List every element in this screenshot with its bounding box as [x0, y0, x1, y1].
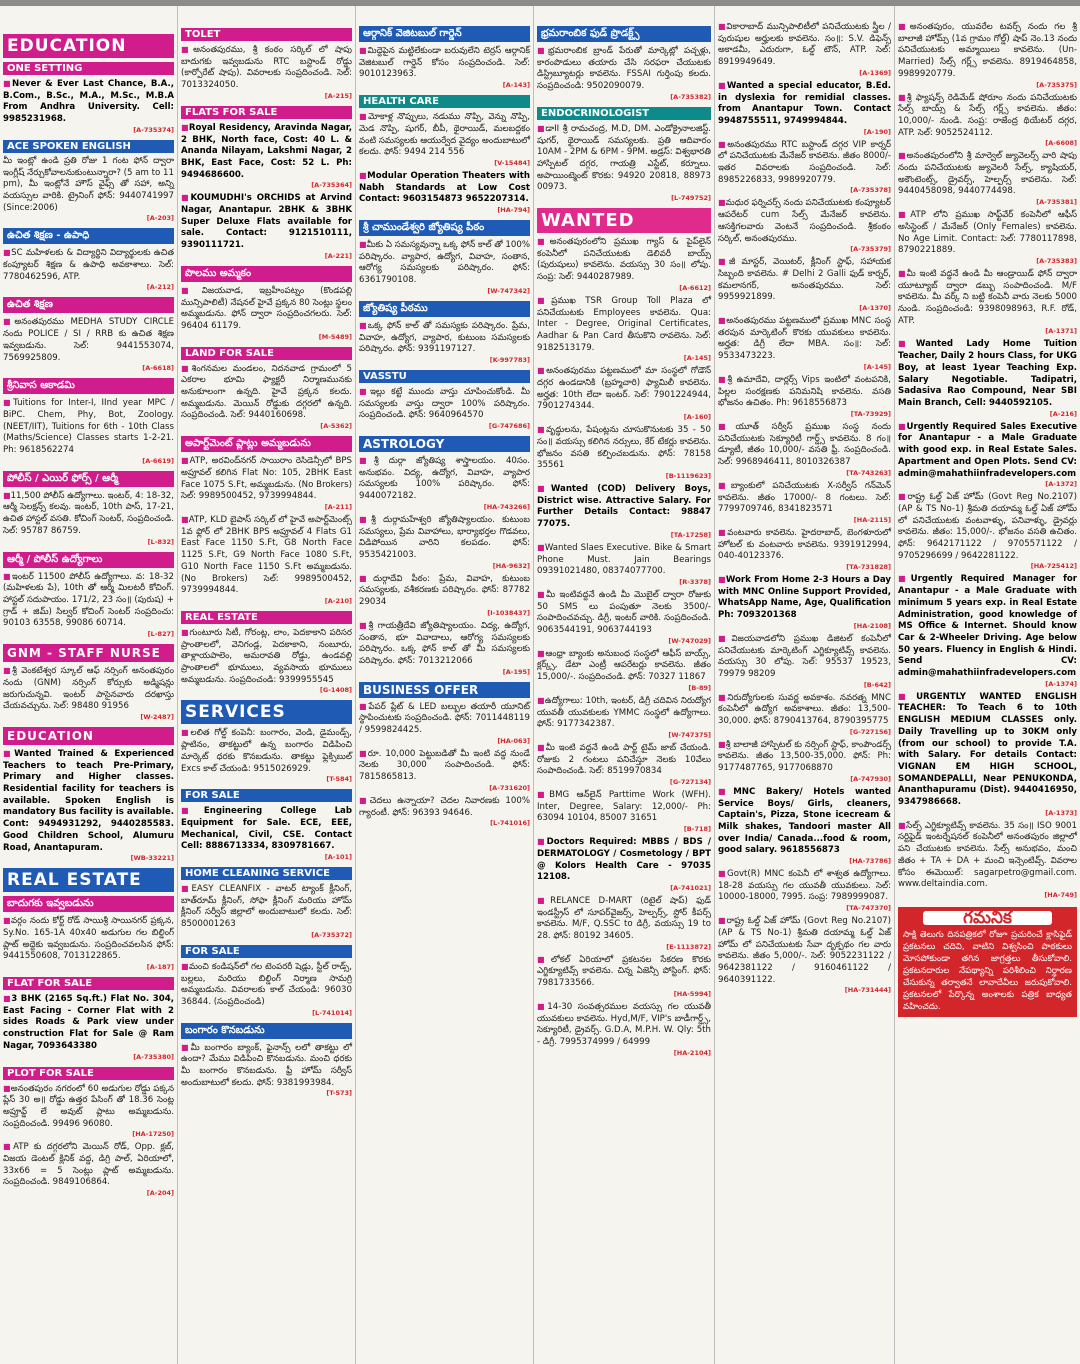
classified-ad: ■మీ ఇంటి వద్దనే ఉండి మీ ఆండ్రాయిడ్ ఫోన్ ద్వారా యూట్యూబ్ ద్వారా డబ్బు సంపాదించండి. M/F కావలెను. మీ వర్క్ ని బట్టి కంపెనీ వారు నెలకు 5000 నుండి. సంప్రదించండి: 9398098963, R.F. రోడ్, ATP. [A-1371] — [898, 268, 1077, 336]
section-header: బంగారం కొనబడును — [181, 1023, 352, 1039]
classified-ad: ■విజయవాడ, ఇబ్రహీంపట్నం (కొండపల్లి మున్సిపాలిటీ) నేషనల్ హైవే ప్రక్కన 80 సెంట్లు స్థలం అమ్మబడును. ఫోన్ ద్వారా సంప్రదించగలరు. సెల్: 96404 61179. [M-5489] — [181, 285, 352, 341]
classified-ad: ■Wanted Slaes Executive. Bike & Smart Phone Must. Jain Bearings 09391021480, 08374077700. [R-3378] — [537, 542, 712, 586]
classified-ad: ■విజయవాడలోని ప్రముఖ డిజిటల్ కంపెనీలో పనిచేయుటకు మార్కెటింగ్ ఎగ్జిక్యూటివ్స్ కావలెను. వయస్సు 30 లోపు. సెల్: 95537 19523, 79979 98209 [B-642] — [718, 633, 892, 689]
section-astrology: ASTROLOGY — [359, 436, 530, 452]
classified-ad: ■బ్యాంకులో పనిచేయుటకు X-సర్వీస్ గన్‌మెన్ కావలెను. జీతం 17000/- 8 గంటలు. సెల్: 7799709746, 8341823571 [HA-2115] — [718, 480, 891, 524]
classified-ad: ■అనంతపురంలోని శ్రీ మార్వెల్ జ్యువెలర్స్ వారి షాపు నందు పనిచేయుటకు జ్యువెలరీ సేల్స్, క్యాషియర్, అకౌంటెంట్స్, డ్రైవర్స్, హెల్పర్స్ కావలెను. సెల్: 9440458098, 9440774498. [A-735381] — [898, 151, 1078, 207]
classified-ad: ■Modular Operation Theaters with Nabh Standards at Low Cost Contact: 9603154873 9652207314. [HA-794] — [359, 170, 531, 215]
section-header: పోలీస్ / ఎయిర్ ఫోర్స్ / ఆర్మీ — [3, 471, 174, 487]
classified-ad: ■EASY CLEANFIX - వాటర్ ట్యాంక్ క్లీనింగ్, బాత్‌రూమ్ క్లీనింగ్, సోఫా క్లీనింగ్ మరియు హోమ్ క్లీనింగ్ సర్వీస్ జిల్లాలో అందుబాటులో కలదు. సెల్: 8500001263 [A-735372] — [181, 884, 352, 939]
classified-ad: ■అనంతపురము, శ్రీ కంఠం సర్కిల్ లో షాపు బాదుగకు ఇవ్వబడును RTC బస్టాండ్ రోడ్డు (కార్పోరేట్ షాపు). వివరాలకు సంప్రదించండి. సెల్: 7013324050. [A-215] — [181, 45, 352, 100]
classified-ad: ■వంటవారు కావలెను. హైదరాబాద్, బెంగళూరులో హోటల్ కు వంటవారు కావలెను. 9391912994, 040-40123376. [TA-731828] — [718, 527, 891, 572]
section-ace-spoken-english: ACE SPOKEN ENGLISH — [3, 140, 174, 153]
classified-ad: ■జీ మాస్టర్, వెయిటర్, క్లీనింగ్ స్టాఫ్, సహాయక సిబ్బంది కావలెను. # Delhi 2 Galli ఫుడ్ కార్నర్, కమలానగర్, అనంతపురము. సెల్: 9959921899. [A-1370] — [718, 257, 892, 313]
classified-ad: ■శ్రీ దుర్గామహేశ్వరి జ్యోతిష్యాలయం. కుటుంబ సమస్యలు, ప్రేమ వివాహాలు, భార్యాభర్తల గొడవలు, విడిపోయిన వారిని కలపడం. ఫోన్: 9535421003. [HA-9632] — [359, 514, 530, 570]
classifieds-page — [0, 6, 1080, 1364]
column-6 — [895, 6, 1080, 1364]
classified-ad: ■మోకాళ్ల నొప్పులు, నడుము నొప్పి, వెన్ను నొప్పి, మెడ నొప్పి, షుగర్, బీపీ, థైరాయిడ్, మలబద్దకం వంటి సమస్యలకు ఆయుర్వేద వైద్యం అందుబాటులో కలదు. ఫోన్: 9494 214 556 [V-15484] — [359, 112, 530, 167]
classified-ad: ■URGENTLY WANTED ENGLISH TEACHER: To Teach 6 to 10th ENGLISH MEDIUM CLASSES only. Daily Travelling up to 30KM only (from our school) to provide T.A. with Salary. For details Contact: VIGNAN EM HIGH SCHOOL, SOMANDEPALLI, Near PENUKONDA, Ananthapuramu (Dist). 9440416950, 9347986668. [A-1373] — [898, 691, 1077, 817]
section-flats-for-sale: FLATS FOR SALE — [181, 106, 352, 119]
classified-ad: ■BMG ఆన్‌లైన్ Parttime Work (WFH). Inter, Degree, Salary: 12,000/- Ph: 63094 10104, 85007 31651 [B-718] — [537, 790, 711, 834]
section-title-real-estate: REAL ESTATE — [3, 868, 174, 892]
classified-ad: ■చెదలు ఉన్నాయా? చెదల నివారణకు 100% గ్యారంటీ. ఫోన్: 96393 94646. [L-741016] — [359, 795, 530, 828]
section-header: ఆర్మీ / పోలీస్ ఉద్యోగాలు — [3, 552, 174, 568]
classified-ad: ■సేల్స్ ఎగ్జిక్యూటివ్స్ కావలెను. 35 సం॥ ISO 9001 సర్టిఫైడ్ ఇంటర్నేషనల్ కంపెనీలో అనంతపురం జిల్లాలో పని చేయుటకు కావలెను. సేల్స్ అనుభవం, మంచి జీతం + TA + DA + మంచి ఇన్సెంటివ్స్. వివరాల కోసం ఈమెయిల్: sagarpetro@gmail.com. www.deltaindia.com. [HA-749] — [898, 820, 1077, 899]
classified-ad: ■శ్రీ బాలాజీ హాస్పిటల్ కు నర్సింగ్ స్టాఫ్, కాంపౌండర్స్ కావలెను. జీతం 13,500-35,000. ఫోన్: Ph: 9177487765, 9177068870 [A-747930] — [718, 739, 891, 783]
classified-ad: ■గుంటూరు సిటీ, గోరంట్ల, లాం, పెదకాకాని పరిసర ప్రాంతాలలో, వెనిగండ్ల, పెదకాకాని, నంబూరు, తాళ్లాయపాలెం, అమరావతి రోడ్డు, ఉండవల్లి ప్రాంతాలలో భూములు, వ్యవసాయ భూములు అమ్మబడును. సంప్రదించండి: 9399955545 [G-1408] — [181, 627, 352, 695]
classified-ad: ■అనంతపురము RTC బస్టాండ్ దగ్గర VIP కార్నర్ లో పనిచేయుటకు మేనేజర్ కావలెను. జీతం 8000/- ఇతర వివరాలకు సంప్రదించండి. సెల్: 8985226833, 9989920779. [A-735378] — [718, 139, 891, 195]
classified-ad: ■మిద్దెపైన మట్టిలేకుండా బరువులేని టెర్రస్ ఆర్గానిక్ వెజిటబుల్ గార్డెన్ కోసం సంప్రదించండి. సెల్: 9010123963. [A-143] — [359, 46, 530, 90]
classified-ad: ■రూ. 10,000 పెట్టుబడితో మీ ఇంటి వద్ద నుండే నెలకు 30,000 సంపాదించండి. ఫోన్: 7815865813. [A-731620] — [359, 748, 530, 792]
classified-ad: ■శ్రీ వెంకటేశ్వర స్కూల్ ఆఫ్ నర్సింగ్ అనంతపురం నందు (GNM) నర్సింగ్ కోర్సుకు అడ్మిషన్లు జరుగుచున్నవి. ఇంటర్ పాసైనవారు దరఖాస్తు చేయవచ్చును. సెల్: 98480 91956 [W-2487] — [3, 666, 174, 721]
classified-ad: ■అనంతపురము పట్టణములో మా సంస్థలో గోడౌన్ దగ్గర ఉండడానికి (బ్రహ్మచారి) ఫ్యామిలీ కావలెను. అర్హత: 10th లేదా ఇంటర్. సెల్: 7901224944, 7901274344. [A-160] — [537, 366, 711, 422]
notice-text: సాక్షి తెలుగు దినపత్రికలో రోజూ ప్రచురించే క్లాసిఫైడ్ ప్రకటనలు చదివి, వాటిని విశ్వసించి పాఠకులు మోసపోకుండా తగిన జాగ్రత్తలు తీసుకోవాలి. ప్రకటనదారుల నేపథ్యాన్ని పరిశీలించి నిర్ధారణ చేసుకున్న తర్వాతనే లావాదేవీలు జరుపుకోవాలి. ప్రకటనలలో పేర్కొన్న అంశాలకు పత్రిక బాధ్యత వహించదు. — [903, 930, 1072, 1012]
classified-ad: ■అనంతపురము పట్టణములో ప్రముఖ MNC సంస్థ తరపున మార్కెటింగ్ కొరకు యువకులు కావలెను. అర్హత: డిగ్రీ లేదా MBA. సం॥: సెల్: 9533473223. [A-145] — [718, 316, 891, 371]
classified-ad: ■ఇంటర్ 11500 పోలీస్ ఉద్యోగాలు. వ: 18-32 (మహిళలకు పే), 10th తో ఆర్మీ మిలటరీ కోచింగ్. హాస్టల్ సదుపాయం. 171/2, 23 సం॥ (పురుష) + గ్రాడ్ + జిమ్) సిల్వర్ కోచింగ్ సెంటర్ సంప్రదించు: 90103 63558, 99086 60714. [L-827] — [3, 571, 174, 639]
section-header: పొలము అమ్మకం — [181, 266, 352, 282]
classified-ad: ■Doctors Required: MBBS / BDS / DERMATOLOGY / Cosmetology / BPT @ Kolors Health Care - 97035 12108. [A-741021] — [537, 837, 711, 892]
classified-ad: ■ఇల్లు కట్టే ముందు వాస్తు చూపించుకోండి. మీ సమస్యలకు వాస్తు ద్వారా 100% పరిష్కారం. సంప్రదించండి. ఫోన్: 9640964570 [G-747686] — [359, 386, 530, 431]
classified-ad: ■Never & Ever Last Chance, B.A., B.Com., B.Sc., M.A., M.Sc., M.B.A From Andhra University. Cell: 9985231968. [A-735374] — [3, 79, 174, 134]
classified-ad: ■ఒక్క ఫోన్ కాల్ తో సమస్యకు పరిష్కారం. ప్రేమ, వివాహ, ఉద్యోగ, వ్యాపార, కుటుంబ సమస్యలకు పరిష్కారం. ఫోన్: 9391197127. [K-997783] — [359, 320, 530, 364]
section-header: బాదుగకు ఇవ్వబడును — [3, 896, 174, 912]
section-for-sale: FOR SALE — [181, 789, 352, 802]
section-header: ఉచిత శిక్షణ - ఉపాధి — [3, 228, 174, 244]
classified-ad: ■Wanted (COD) Delivery Boys, District wise. Attractive Salary. For Further Details Contact: 98847 77075. [TA-17258] — [537, 483, 711, 539]
classified-ad: ■రాష్ట్ర ఓల్డ్ ఏజ్ హోమ్ (Govt Reg No.2107) (AP & TS No-1) శ్రీమతి దయామ్మ ఓల్డ్ ఏజ్ హోమ్ లో పనిచేయుటకు సేవా దృక్పథం గల వారు కావలెను. జీతం 5,000/-. సెల్: 9052231122 / 9642381122 / 9160461122 / 9640391122. [HA-731444] — [718, 916, 891, 995]
section-plot-for-sale: PLOT FOR SALE — [3, 1067, 174, 1080]
classified-ad: ■Wanted a special educator, B.Ed. in dyslexia for remidial classes. from Anantapur Town. Contact 9948755511, 9749994844. [A-190] — [718, 80, 891, 136]
section-title-education: EDUCATION — [3, 34, 174, 58]
classified-ad: ■MNC Bakery/ Hotels wanted Service Boys/ Girls, cleaners, Captain's, Pizza, Stone icecream & Milk shakes, Tandoori master All over India/ Canada...food & room, good salary. 9618556873 [HA-73786] — [718, 786, 891, 866]
classified-ad: ■Royal Residency, Aravinda Nagar, 2 BHK, North face, Cost: 40 L. & Ananda Nilayam, Lakshmi Nagar, 2 BHK, East Face, Cost: 52 L. Ph: 9494686600. [A-735364] — [181, 122, 352, 190]
classified-ad: ■ఆంధ్రా బ్యాంకు అనుబంధ సంస్థలో ఆఫీస్ బాయ్స్, క్లర్క్స్, డేటా ఎంట్రీ ఆపరేటర్లు కావలెను. జీతం 15,000/-. సంప్రదించండి. ఫోన్: 70327 11867 [B-89] — [537, 648, 712, 692]
classified-ad: ■మంచి కండిషన్‌లో గల టెంపరరీ షెడ్లు, స్టీల్ రాడ్స్, బల్లలు, మరియు బిల్డింగ్ నిర్మాణ సామగ్రి అమ్మబడును. వివరాలకు కాల్ చేయండి: 96030 36844. (సంప్రదించండి) [L-741014] — [181, 961, 352, 1017]
classified-ad: ■3 BHK (2165 Sq.ft.) Flat No. 304, East Facing - Corner Flat with 2 sides Roads & Park view under construction Flat for Sale @ Ram Nagar, 7093643380 [A-735380] — [3, 994, 174, 1061]
classified-ad: ■అనంతపురంలోని ప్రముఖ గ్యాస్ & పైప్‌లైన్ కంపెనీలో పనిచేయుటకు డెలివరీ బాయ్స్ (పురుషులు) కావలెను. వయస్సు 30 సం॥ లోపు. సంప్ర: సెల్: 9440287989. [A-6612] — [537, 237, 712, 292]
classified-ad: ■శ్రీ గాయత్రీదేవి జ్యోతిష్యాలయం. విద్య, ఉద్యోగ, సంతాన, భూ వివాదాలు, ఆరోగ్య సమస్యలకు పరిష్కారం. ఒక్క ఫోన్ కాల్ తో మీ సమస్యలకు పరిష్కారం. ఫోన్: 7013212066 [A-195] — [359, 620, 530, 676]
classified-ad: ■Work From Home 2-3 Hours a Day with MNC Online Support Provided, WhatsApp Name, Age, Qualification Ph: 7093201368 [HA-2108] — [718, 575, 891, 630]
classified-ad: ■KOUMUDHI's ORCHIDS at Arvind Nagar, Anantapur. 2BHK & 3BHK Super Deluxe Flats available for sale. Contact: 9121510111, 9390111721. [A-221] — [181, 193, 353, 260]
classified-ad: ■మీకు ఏ సమస్యవున్నా ఒక్క ఫోన్ కాల్ తో 100% పరిష్కారం. వ్యాపార, ఉద్యోగ, వివాహ, సంతాన, ఆరోగ్య సమస్యలకు పరిష్కారం. ఫోన్: 6361790108. [W-747342] — [359, 240, 530, 295]
classified-ad: ■లలిత గోల్డ్ కంపెనీ: బంగారం, వెండి, డైమండ్స్, ప్లాటినం, తాకట్టులో ఉన్న బంగారం విడిపించి మార్కెట్ ధరకు కొనబడును. తాకట్టు ఫ్లెక్సిబుల్ Excs కాల్ చేయండి: 9515026929. [T-584] — [181, 728, 352, 784]
classified-ad: ■అనంతపురం నగరంలో 60 అడుగుల రోడ్డు పక్కన ప్లేస్ 30 అ॥ రోడ్డు ఉత్తర పేసింగ్ తో 18.36 సెంట్ల అప్రూవ్డ్ లే అవుట్ ప్లాటు అమ్మబడును. సంప్రదించండి. 99496 96080. [HA-17250] — [3, 1083, 175, 1139]
section-flat-for-sale: FLAT FOR SALE — [3, 977, 174, 990]
section-endocrinologist: ENDOCRINOLOGIST — [537, 107, 711, 120]
classified-ad: ■11,500 పోలీస్ ఉద్యోగాలు. ఇంటర్, 4: 18-32, ఆర్మీ సెలక్షన్స్ కలవు. ఇంటర్, 10th పాస్, 17-21, ఉచిత హాస్టల్ వసతి. కోచింగ్ సెంటర్, సంప్రదించండి. సెల్: 95787 86759. [L-832] — [3, 490, 174, 546]
classified-ad: ■వర్గం నందు కోర్ట్ రోడ్ సాయిశ్రీ సాయినగర్ ప్రక్కన, Sy.No. 165-1A 40x40 అడుగుల గల బిల్డింగ్ ప్లాట్ అద్దెకు ఇవ్వబడును. సంప్రదించవలసిన ఫోన్: 9441550608, 7013122865. [A-187] — [3, 916, 174, 972]
section-title-education-2: EDUCATION — [3, 727, 174, 745]
section-real-estate: REAL ESTATE — [181, 611, 352, 624]
classified-ad: ■శింగనమల మండలం, నిదనవాడ గ్రామంలో 5 ఎకరాల భూమి ఫ్యాక్టరీ నిర్మాణమునకు అనుకూలంగా ఉన్నది. హైవే ప్రక్కన కలదు. అమ్మబడును. మెయిన్ రోడ్డుకు దగ్గరలో ఉన్నది. సంప్రదించండి. సెల్: 9440160698. [A-5362] — [181, 363, 352, 431]
column-4 — [534, 6, 715, 1364]
classified-ad: ■మధుర ఫర్నిచర్స్ నందు పనిచేయుటకు కంప్యూటర్ ఆపరేటర్ cum సేల్స్ మేనేజర్ కావలెను. ఆసక్తిగలవారు వెంటనే సంప్రదించండి. శ్రీకంఠం సర్కిల్, అనంతపురము. [A-735379] — [718, 198, 892, 254]
classified-ad: ■ATP, KLD బైపాస్ సర్కిల్ లో హైవే అపార్ట్‌మెంట్స్ 1వ ఫ్లోర్ లో 2BHK BPS అప్రూవల్ 4 Flats G1 East Face 1150 S.Ft, G8 North Face 1125 S.Ft, G9 North Face 1080 S.Ft, G10 North Face 1150 S.Ft అమ్మబడును. (No Brokers) సెల్: 9989500452, 9739994844. [A-210] — [181, 514, 353, 605]
classified-ad: ■పేపర్ ప్లేట్ & LED బల్బుల తయారీ యూనిట్ స్థాపించుటకు సంప్రదించండి. ఫోన్: 7011448119 / 9599824425. [HA-063] — [359, 701, 530, 745]
classified-ad: ■SC మహిళలకు & విద్యార్థిని విద్యార్థులకు ఉచిత కంప్యూటర్ శిక్షణ & ఉపాధి అవకాశాలు. సెల్: 7780462596, ATP. [A-212] — [3, 248, 174, 292]
classified-ad: ■Govt(R) MNC కంపెనీ లో శాశ్వత ఉద్యోగాలు. 18-28 వయస్సు గల యువతీ యువకులు. సెల్: 10000-18000, 7995. సంప్ర: 7989999087. [TA-747370] — [718, 869, 891, 913]
classified-ad: ■Wanted Trained & Experienced Teachers to teach Pre-Primary, Primary and Higher classes. Residential facility for teachers is available. Spoken English is mandatory Bus facility is available. Cont: 9494931292, 9440285583. Good Children School, Alumuru Road, Anantapuram. [WB-33221] — [3, 748, 174, 863]
section-header: శ్రీనివాస ఆకాడమి — [3, 378, 174, 394]
section-home-cleaning: HOME CLEANING SERVICE — [181, 867, 352, 880]
classified-ad: ■లోకల్ ఏరియాలో ప్రకటనల సేకరణ కొరకు ఎగ్జిక్యూటివ్స్ కావలెను. చిన్న ఏజెన్సీ పోస్టింగ్. ఫోన్: 7981733566. [HA-5994] — [537, 954, 711, 998]
classified-ad: ■శ్రీ ఉమాదేవి, దార్లర్స్ Vips ఇంటిలో వంటపనికి, పిల్లల సంరక్షణకు పనిమనిషి కావలెను. వసతి భోజనం ఉచితం. Ph: 9618556873 [TA-73929] — [718, 374, 891, 418]
classified-ad: ■భ్రమరాంబిక బ్రాండ్ పేరుతో మార్కెట్లో పచ్చళ్లు, కారంపొడులు తయారు చేసి సరఫరా చేయుటకు డిస్ట్రిబ్యూటర్లు కావలెను. FSSAI గుర్తింపు కలదు. సంప్రదించండి: 9502090079. [A-735382] — [537, 46, 711, 101]
classified-ad: ■రాష్ట్ర ఓల్డ్ ఏజ్ హోమ్ (Govt Reg No.2107) (AP & TS No-1) శ్రీమతి దయామ్మ ఓల్డ్ ఏజ్ హోమ్ లో పనిచేయుటకు వంటవాళ్ళు, పనివాళ్ళు, డ్రైవర్లు కావలెను. జీతం: 15,000/-. భోజనం వసతి ఉచితం. ఫోన్: 9642171122 / 9705571122 / 9705296699 / 9642281122. [HA-725412] — [898, 492, 1077, 571]
section-header: జ్యోతిష్య పీఠము — [359, 301, 530, 317]
classified-ad: ■ATP కు దగ్గరలోని మెయిన్ రోడ్, Opp. క్లబ్, విజయ డెంటల్ క్లినిక్ వద్ద, డిగ్రి పాల్, ఏరియాలో, 33x66 = 5 సెంట్లు ప్లాట్ అమ్మబడును. సంప్రదించండి. 9849106864. [A-204] — [3, 1142, 175, 1198]
classified-ad: ■ఉద్యోగాలు: 10th, ఇంటర్, డిగ్రీ చదివిన నిరుద్యోగ యువతీ యువకులకు YMMC సంస్థలో ఉద్యోగాలు. ఫోన్: 9177342387. [W-747375] — [537, 695, 711, 739]
section-health-care: HEALTH CARE — [359, 95, 530, 108]
classified-ad: ■మీ ఇంటి వద్దనే ఉండి పార్ట్ టైమ్ జాబ్ చేయండి. రోజుకు 2 గంటలు పనిచేస్తూ నెలకు 10వేలు సంపాదించండి. సెల్: 8519970834 [G-727134] — [537, 742, 711, 787]
bullet-icon: ■ — [3, 79, 12, 88]
section-land-for-sale: LAND FOR SALE — [181, 347, 352, 360]
classified-ad: ■Tuitions for Inter-I, IInd year MPC / BiPC. Chem, Phy, Bot, Zoology. (NEET/IIT), Tuitions for 6th - 10th Class (Maths/Science) Classes starts 1-2-21. Ph: 9618562274 [A-6619] — [3, 398, 174, 465]
section-header: భ్రమరాంబిక ఫుడ్ ప్రొడక్ట్స్ — [537, 26, 711, 42]
classified-ad: మీ ఇంట్లో ఉండి ప్రతి రోజు 1 గంట ఫోన్ ద్వారా ఇంగ్లీష్ నేర్చుకోవాలనుకుంటున్నారా? (5 am to 11 pm), మీ ఇంట్లోనే హౌస్ వైఫ్స్ తో సహా, అన్ని వయస్సుల వారికి. ట్రైనింగ్ ఫోన్: 9440741997 (Since:2006) [A-203] — [3, 155, 174, 223]
section-title-gnm: GNM - STAFF NURSE — [3, 644, 174, 662]
column-1 — [0, 6, 178, 1364]
section-header: శ్రీ చాముండేశ్వరి జ్యోతిష్య పీఠం — [359, 220, 530, 236]
notice-box — [898, 907, 1077, 1017]
classified-ad: ■శ్రీ దుర్గా జ్యోతిష్య శాస్త్రాలయం. 40సం. అనుభవం. విద్య, ఉద్యోగ, వివాహ, వ్యాపార సమస్యలకు 100% పరిష్కారం. ఫోన్: 9440072182. [HA-743266] — [359, 456, 531, 511]
notice-title: గమనిక — [923, 911, 1052, 925]
section-title-wanted: WANTED — [537, 208, 711, 233]
column-5 — [715, 6, 895, 1364]
classified-ad: ■Wanted Lady Home Tuition Teacher, Daily 2 hours Class, for UKG Boy, at least 1year Teaching Exp. Salary Negotiable. Tadipatri, Sadasiva Rao Compound, Near SBI Main Branch, Cell: 9440592105. [A-216] — [898, 339, 1077, 418]
section-tolet: TOLET — [181, 28, 352, 41]
column-3 — [356, 6, 534, 1364]
classified-ad: ■వికారాబాద్ మున్సిపాలిటీలో పనిచేయుటకు స్త్రీల / పురుషుల అర్హులకు కావలెను. సం॥: S.V. డిఫెన్స్ అకాడమీ, ఎదురుగా, ఓల్డ్ టౌన్, ATP. సెల్: 8919949649. [A-1369] — [718, 22, 891, 77]
section-header: అపార్ట్‌మెంట్ ప్లాట్లు అమ్మబడును — [181, 436, 352, 452]
classified-ad: ■డాII శ్రీ రామచంద్ర, M.D, DM. ఎండోక్రైనాలజిస్ట్. షుగర్, థైరాయిడ్ సమస్యలకు. ప్రతి ఆదివారం 10AM - 2PM & 6PM - 9PM. అడ్రస్: విశ్వభారతి హాస్పిటల్ దగ్గర, గాయత్రి ఎస్టేట్, కర్నూలు. అపాయింట్మెంట్ కొరకు: 94920 20818, 88973 00973. [L-749752] — [537, 123, 712, 203]
section-header: ఆర్గానిక్ వెజిటబుల్ గార్డెన్ — [359, 26, 530, 42]
classified-ad: ■వృద్ధులను, పేషంట్లను చూసుకొనుటకు 35 - 50 సం॥ వయస్సు కలిగిన నర్సులు, కేర్ టేకర్లు కావలెను. భోజనం వసతి కల్పించబడును. ఫోన్: 78158 35561 [B-1119623] — [537, 425, 711, 480]
section-header: ఉచిత శిక్షణ — [3, 297, 174, 313]
classified-ad: ■ప్రముఖ TSR Group Toll Plaza లో పనిచేయుటకు Employees కావలెను. Qua: Inter - Degree, Original Certificates, Aadhar & Pan Card తీసుకొని రావలెను. సెల్: 9182513179. [A-145] — [537, 295, 711, 363]
classified-ad: ■శ్రీ ఫ్యాషన్స్ రెడిమేడ్ షోరూం నందు పనిచేయుటకు సేల్స్ బాయ్స్ & సేల్స్ గర్ల్స్ కావలెను. జీతం: 10,000/- నుండి. సంప్ర: రాజేంద్ర థియేటర్ దగ్గర, ATP. సెల్: 9052524112. [A-6608] — [898, 92, 1077, 148]
classified-ad: ■Urgently Required Sales Executive for Anantapur - a Male Graduate with good exp. in Real Estate Sales. Apartment and Open Plots. Send CV: admin@mahathiinfradevelopers.com [A-1372] — [898, 421, 1077, 489]
classified-ad: ■మీ బంగారం బ్యాంక్, ఫైనాన్స్ లలో తాకట్టు లో ఉందా? మేము విడిపించి కొనబడును. మంచి ధరకు మీ బంగారం కొనబడును. ఫ్రీ హోమ్ సర్వీస్ అందుబాటులో కలదు. ఫోన్: 9381993984. [T-573] — [181, 1042, 353, 1098]
section-for-sale-2: FOR SALE — [181, 945, 352, 958]
classified-ad: ■అనంతపురం, యువరేల టవర్స్ నందు గల శ్రీ బాలాజీ హోమ్స్ (1వ గ్రామం గోల్డ్) షాప్ నెం.13 నందు పనిచేయుటకు అమ్మాయిలు కావలెను. (Un-Married) సేల్స్ గర్ల్స్ కావలెను. 8919464858, 9989920779. [A-735375] — [898, 22, 1077, 89]
section-one-setting: ONE SETTING — [3, 62, 174, 75]
classified-ad: ■ATP, అరవింద్‌నగర్ సాయిరాం రెసిడెన్సీలో BPS అప్రూవల్ కలిగిన Flat No: 105, 2BHK East Face 1075 S.Ft, అమ్మబడును. (No Brokers) సెల్: 9989500452, 9739994844. [A-211] — [181, 456, 352, 511]
classified-ad: ■ATP లోని ప్రముఖ సాఫ్ట్‌వేర్ కంపెనీలో ఆఫీస్ అసిస్టెంట్ / మేనేజర్ (Only Females) కావలెను. No Age Limit. Contact: సెల్: 7780117898, 8790221889. [A-735383] — [898, 210, 1078, 265]
classified-ad: ■దుర్గాదేవి పీఠం: ప్రేమ, వివాహ, కుటుంబ సమస్యలకు, వశీకరణకు పరిష్కారం. ఫోన్: 87782 29034 [I-1038437] — [359, 573, 530, 617]
classified-ad: ■అనంతపురము MEDHA STUDY CIRCLE నందు POLICE / SI / RRB కు ఉచిత శిక్షణ ఇవ్వబడును. సెల్: 9441553074, 7569925809. [A-6618] — [3, 317, 174, 373]
classified-ad: ■Engineering College Lab Equipment for Sale. ECE, EEE, Mechanical, Civil, CSE. Contact Cell: 8886713334, 8309781667. [A-101] — [181, 806, 352, 862]
section-business-offer: BUSINESS OFFER — [359, 682, 530, 698]
classified-ad: ■14-30 సంవత్సరముల వయస్సు గల యువతీ యువకులు కావలెను. Hyd,M/F, VIP's బాడీగార్డ్స్, సెక్యూరిటీ, డ్రైవర్స్. G.D.A, M.P.H. W. Qly: 5th - డిగ్రీ. 7995374999 / 64999 [HA-2104] — [537, 1001, 712, 1057]
section-vasstu: VASSTU — [359, 370, 530, 383]
section-title-services: SERVICES — [181, 700, 352, 724]
classified-ad: ■నిరుద్యోగులకు సువర్ణ అవకాశం. నవరత్న MNC కంపెనీలో ఉద్యోగ అవకాశాలు. జీతం: 13,500-30,000. ఫోన్: 8790413764, 8790395775 [G-727156] — [718, 692, 891, 736]
classified-ad: ■RELANCE D-MART (రిటైల్ షాప్) ఫుడ్ ఇండస్ట్రీస్ లో సూపర్‌వైజర్స్, హెల్పర్స్, స్టోర్ కీపర్స్ కావలెను. M/F, Q.SSC to డిగ్రీ, వయస్సు 19 to 28. ఫోన్: 80192 34605. [E-1113872] — [537, 895, 712, 951]
classified-ad: ■Urgently Required Manager for Anantapur - a Male Graduate with minimum 5 years exp. in Real Estate Administration, good knowledge of MS Office & Internet. Should know Car & 2-Wheeler Driving. Age below 50 years. Fluency in English & Hindi. Send CV: admin@mahathiinfradevelopers.com [A-1374] — [898, 574, 1077, 688]
classified-ad: ■మీ ఇంటివద్దనే ఉండి మీ మొబైల్ ద్వారా రోజుకు 50 SMS లు పంపుతూ నెలకు 3500/- సంపాదించవచ్చు. డిగ్రీ, ఇంటర్ వారికి. సంప్రదించండి. 9063544191, 9063744193 [W-747029] — [537, 589, 712, 645]
classified-ad: ■యూత్ సర్వీస్ ప్రముఖ సంస్థ నందు పనిచేయుటకు సెక్యూరిటీ గార్డ్స్ కావలెను. 8 గం॥ డ్యూటీ, జీతం 10,000/- వసతి ఫ్రీ. సంప్రదించండి. సెల్: 9968946411, 8010326387 [TA-743263] — [718, 421, 891, 477]
column-2 — [178, 6, 356, 1364]
